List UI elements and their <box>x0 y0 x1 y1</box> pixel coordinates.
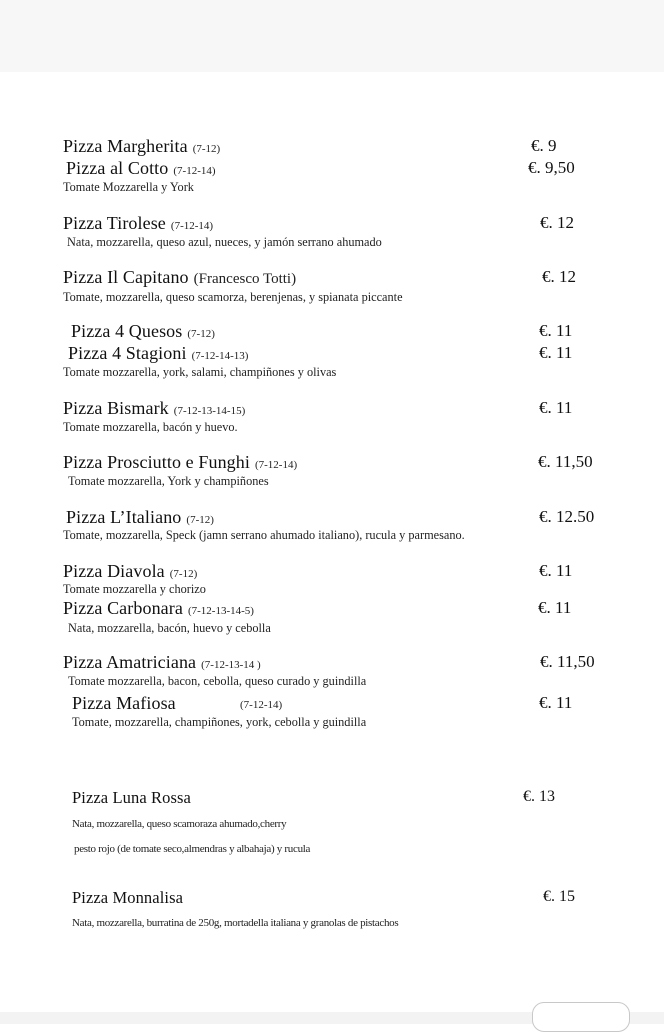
price: €. 12 <box>540 213 574 232</box>
allergen-codes: (7-12-14) <box>173 165 216 177</box>
allergen-codes: (7-12-14) <box>240 699 283 711</box>
pizza-name: Pizza 4 Quesos <box>71 321 183 341</box>
ingredients-description: pesto rojo (de tomate seco,almendras y albahaja) y rucula <box>74 843 311 855</box>
pizza-name: Pizza Il Capitano <box>63 267 189 287</box>
pizza-name: Pizza Carbonara <box>63 598 183 618</box>
ingredients-description: Tomate, mozzarella, Speck (jamn serrano ahumado italiano), rucula y parmesano. <box>63 528 465 542</box>
allergen-codes: (7-12) <box>187 328 215 340</box>
menu-item-title <box>72 693 283 714</box>
menu-item-title <box>63 598 254 619</box>
menu-item-title <box>63 452 297 473</box>
price: €. 11 <box>539 321 573 340</box>
ingredients-description: Nata, mozzarella, bacón, huevo y cebolla <box>68 621 271 635</box>
ingredients-description: Tomate, mozzarella, champiñones, york, cebolla y guindilla <box>72 715 367 729</box>
menu-item-title <box>63 136 220 157</box>
pizza-name: Pizza L’Italiano <box>66 507 182 527</box>
menu-item-title <box>63 213 213 234</box>
pizza-name: Pizza Luna Rossa <box>72 788 191 807</box>
allergen-codes: (7-12-13-14-15) <box>173 405 246 417</box>
pizza-subtitle: (Francesco Totti) <box>193 271 297 287</box>
price: €. 15 <box>543 888 575 905</box>
price: €. 11 <box>538 598 572 617</box>
ingredients-description: Tomate Mozzarella y York <box>63 180 194 194</box>
menu-item-title <box>63 652 261 673</box>
price: €. 12.50 <box>539 507 595 526</box>
price: €. 11,50 <box>538 452 593 471</box>
allergen-codes: (7-12-13-14 ) <box>201 659 261 671</box>
menu-item-title <box>71 321 215 342</box>
bottom-tab-button[interactable] <box>532 1002 630 1032</box>
allergen-codes: (7-12-14-13) <box>191 350 249 362</box>
allergen-codes: (7-12-13-14-5) <box>187 605 254 617</box>
pizza-name: Pizza Bismark <box>63 398 169 418</box>
price: €. 11,50 <box>540 652 595 671</box>
allergen-codes: (7-12-14) <box>170 220 214 232</box>
menu-item-title <box>66 507 214 528</box>
menu-item-title <box>66 158 216 179</box>
ingredients-description: Nata, mozzarella, queso azul, nueces, y jamón serrano ahumado <box>67 235 382 249</box>
allergen-codes: (7-12) <box>169 568 198 580</box>
pizza-name: Pizza Prosciutto e Funghi <box>63 452 250 472</box>
allergen-codes: (7-12) <box>192 143 221 155</box>
ingredients-description: Nata, mozzarella, queso scamoraza ahumado,cherry <box>72 818 287 830</box>
price: €. 9,50 <box>528 158 575 177</box>
top-bar <box>0 0 664 72</box>
price: €. 11 <box>539 343 573 362</box>
ingredients-description: Tomate mozzarella, york, salami, champiñones y olivas <box>63 365 337 379</box>
menu-item-title <box>72 788 191 808</box>
ingredients-description: Tomate mozzarella, bacón y huevo. <box>63 420 238 434</box>
ingredients-description: Tomate mozzarella y chorizo <box>63 582 206 596</box>
price: €. 9 <box>531 136 557 155</box>
price: €. 11 <box>539 693 573 712</box>
menu-item-title <box>63 398 245 419</box>
price: €. 12 <box>542 267 576 286</box>
pizza-name: Pizza Tirolese <box>63 213 166 233</box>
pizza-name: Pizza Mafiosa <box>72 693 176 713</box>
ingredients-description: Tomate mozzarella, bacon, cebolla, queso curado y guindilla <box>68 674 367 688</box>
allergen-codes: (7-12-14) <box>254 459 298 471</box>
pizza-name: Pizza Margherita <box>63 136 188 156</box>
menu-item-title <box>72 888 183 908</box>
pizza-name: Pizza Amatriciana <box>63 652 197 672</box>
ingredients-description: Tomate, mozzarella, queso scamorza, berenjenas, y spianata piccante <box>63 290 403 304</box>
menu-item-title <box>63 561 197 582</box>
price: €. 13 <box>523 788 555 805</box>
pizza-name: Pizza 4 Stagioni <box>68 343 187 363</box>
pizza-name: Pizza Monnalisa <box>72 888 184 907</box>
allergen-codes: (7-12) <box>186 514 214 526</box>
ingredients-description: Tomate mozzarella, York y champiñones <box>68 474 269 488</box>
menu-item-title <box>63 267 296 288</box>
price: €. 11 <box>539 398 573 417</box>
pizza-name: Pizza al Cotto <box>66 158 169 178</box>
price: €. 11 <box>539 561 573 580</box>
pizza-name: Pizza Diavola <box>63 561 165 581</box>
menu-item-title <box>68 343 248 364</box>
ingredients-description: Nata, mozzarella, burratina de 250g, mortadella italiana y granolas de pistachos <box>72 917 399 929</box>
